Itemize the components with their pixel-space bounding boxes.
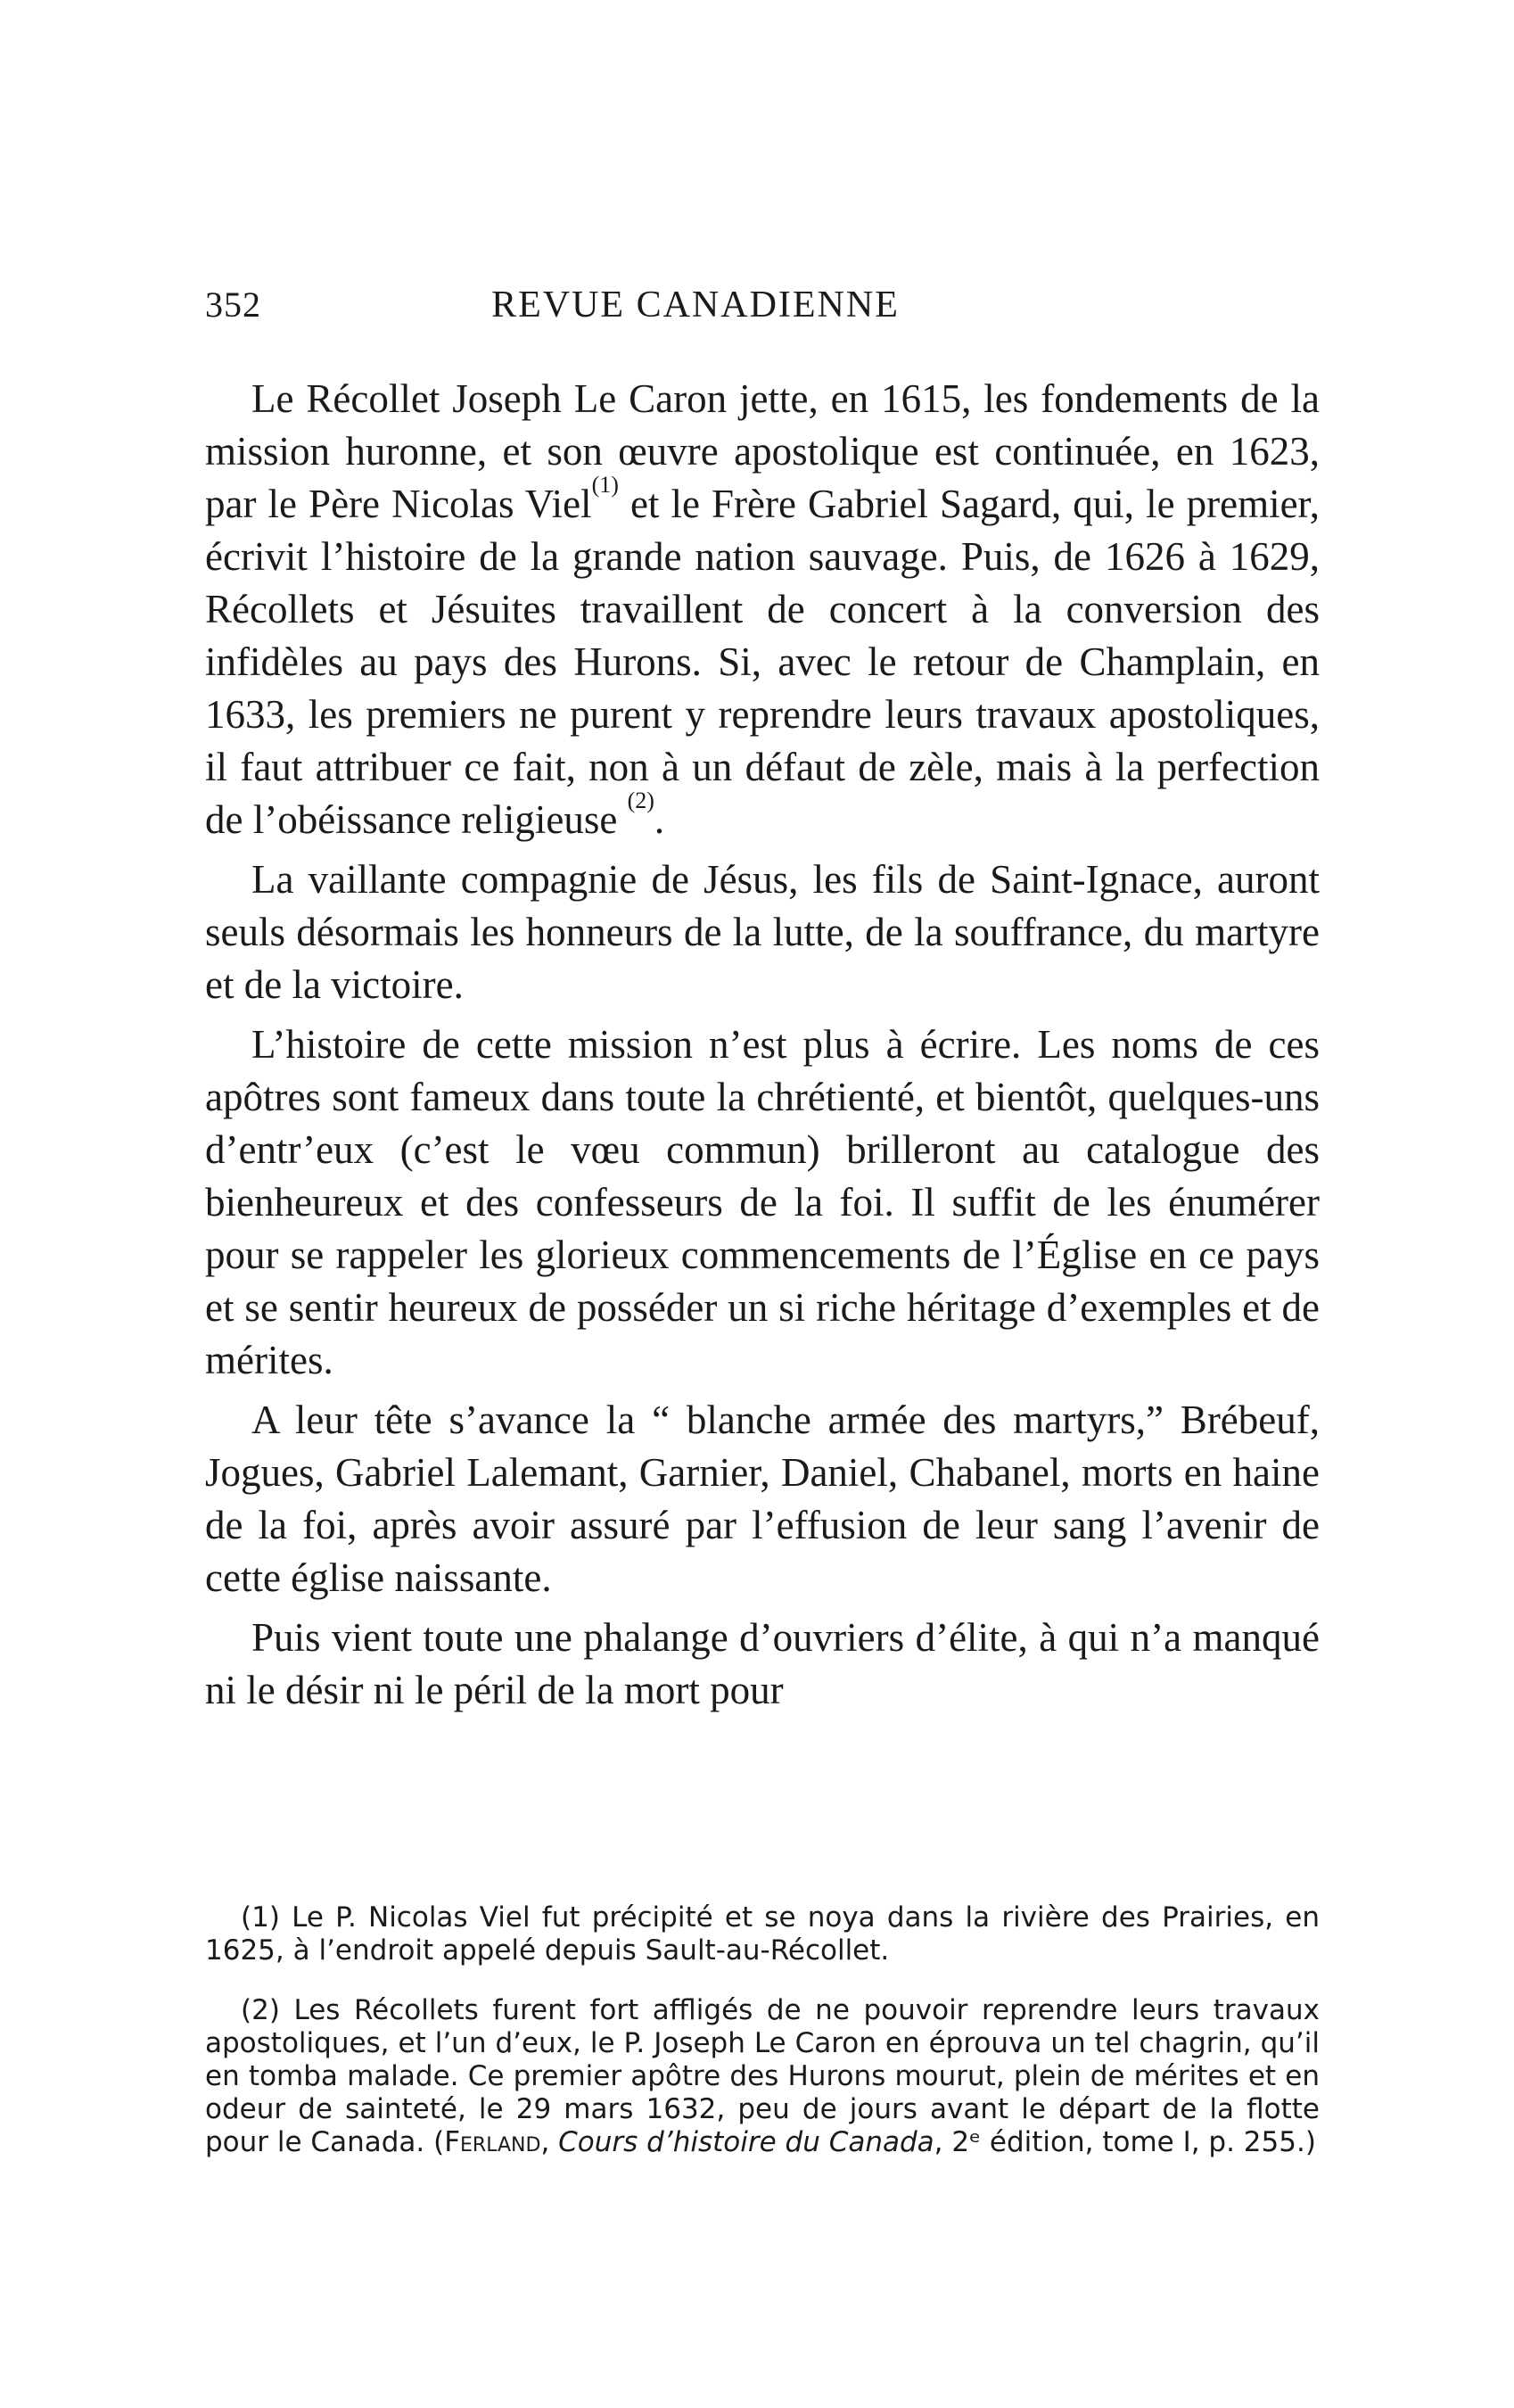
footnotes [205, 1901, 1320, 2186]
footnote-ref-1: (1) [591, 472, 619, 498]
paragraph-3: L’histoire de cette mission n’est plus à écrire. Les noms de ces apôtres sont fameux dans toute la chrétienté, et bientôt, quelques-uns d’entr’eux (c’est le vœu commun) brilleront au catalogue des bienheureux et des confesseurs de la foi. Il suffit de les énumérer pour se rappeler les glorieux commencements de l’Église en ce pays et se sentir heureux de posséder un si riche héritage d’exemples et de mérites. [205, 1022, 1320, 1382]
body-text [205, 373, 1320, 1724]
footnote-2 [205, 1994, 1320, 2159]
paragraph-2: La vaillante compagnie de Jésus, les fils de Saint-Ignace, auront seuls désormais les honneurs de la lutte, de la souffrance, du martyre et de la victoire. [205, 857, 1320, 1007]
paragraph-4: A leur tête s’avance la “ blanche armée des martyrs,” Brébeuf, Jogues, Gabriel Lalemant, Garnier, Daniel, Chabanel, morts en haine de la foi, après avoir assuré par l’effusion de leur sang l’avenir de cette église naissante. [205, 1398, 1320, 1600]
footnote-2-text-b: , [540, 2126, 559, 2158]
running-title: REVUE CANADIENNE [491, 285, 900, 326]
footnote-2-book-title: Cours d’histoire du Canada [558, 2126, 934, 2158]
paragraph-1-text-b: et le Frère Gabriel Sagard, qui, le premier, écrivit l’histoire de la grande nation sauvage. Puis, de 1626 à 1629, Récollets et Jésuites travaillent de concert à la conversion des infidèles au pays des Hurons. Si, avec le retour de Champlain, en 1633, les premiers ne purent y reprendre leurs travaux apostoliques, il faut attribuer ce fait, non à un défaut de zèle, mais à la perfection de l’obéissance religieuse [205, 482, 1320, 842]
paragraph-1 [205, 373, 1320, 846]
page-number: 352 [205, 285, 261, 325]
footnote-1: (1) Le P. Nicolas Viel fut précipité et se noya dans la rivière des Prairies, en 1625, à l’endroit appelé depuis Sault-au-Récollet. [205, 1901, 1320, 1967]
footnote-2-text-c: , 2ᵉ édition, tome I, p. 255.) [934, 2126, 1316, 2158]
paragraph-1-text-a: Le Récollet Joseph Le Caron jette, en 1615, les fondements de la mission huronne, et son œuvre apostolique est continuée, en 1623, par le Père Nicolas Viel [205, 376, 1320, 526]
footnote-ref-2: (2) [627, 788, 654, 813]
footnote-2-author: Ferland [444, 2126, 541, 2158]
paragraph-5: Puis vient toute une phalange d’ouvriers d’élite, à qui n’a manqué ni le désir ni le péril de la mort pour [205, 1615, 1320, 1712]
paragraph-1-text-c: . [654, 797, 665, 842]
page-header [205, 284, 1320, 337]
footnote-2-text-a: (2) Les Récollets furent fort affligés de ne pouvoir reprendre leurs travaux apostoliques, et l’un d’eux, le P. Joseph Le Caron en éprouva un tel chagrin, qu’il en tomba malade. Ce premier apôtre des Hurons mourut, plein de mérites et en odeur de sainteté, le 29 mars 1632, peu de jours avant le départ de la flotte pour le Canada. ( [205, 1994, 1320, 2158]
